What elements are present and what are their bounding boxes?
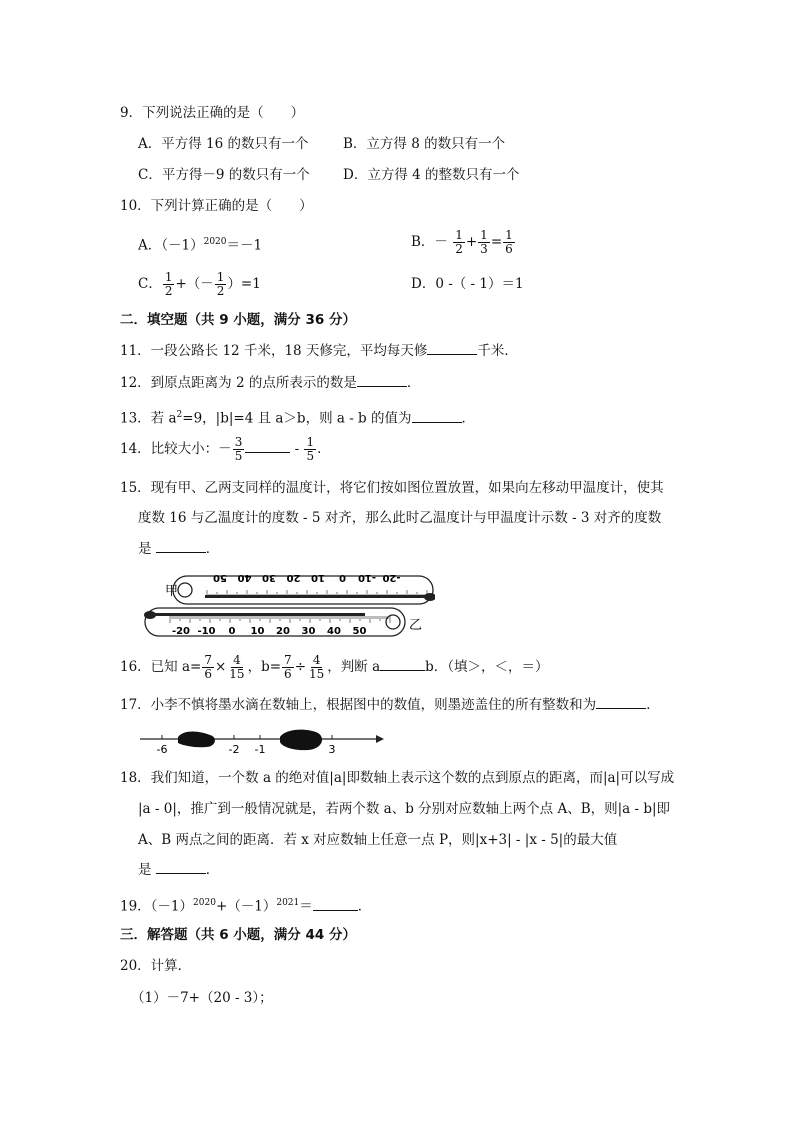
section-2-heading: 二．填空题（共 9 小题，满分 36 分）: [120, 312, 356, 328]
q9-option-a: A．平方得 16 的数只有一个: [138, 136, 309, 152]
q15-line2: 度数 16 与乙温度计的度数 - 5 对齐，那么此时乙温度计与甲温度计示数 - 3 对齐的度数: [138, 510, 662, 526]
yi-tick-label: -10: [197, 626, 216, 637]
q10-stem: 10．下列计算正确的是（ ）: [120, 198, 313, 214]
q14: 14．比较大小：－ $\frac{3}{5}$ - $\frac{1}{5}$ ．: [120, 435, 331, 463]
yi-tick-label: 30: [301, 626, 316, 637]
yi-tick-label: -20: [171, 626, 191, 637]
q10-option-a: A．$(-1)^{2020}=-1$: [138, 237, 263, 254]
number-line-figure: [140, 725, 385, 757]
jia-tick-label: -20: [382, 572, 401, 583]
jia-tick-label: 40: [237, 572, 252, 583]
number-line-label: -6: [156, 743, 168, 756]
jia-tick-label: 10: [311, 572, 325, 583]
thermometer-figure: [135, 571, 435, 641]
q9-option-b: B．立方得 8 的数只有一个: [343, 136, 506, 152]
q15-line1: 15．现有甲、乙两支同样的温度计，将它们按如图位置放置，如果向左移动甲温度计，使其: [120, 480, 664, 496]
number-line-label: 3: [328, 743, 336, 756]
q16: 16．已知 a= $\frac{7}{6}$ × $\frac{4}{15}$ ，b= $\frac{7}{6}$ ÷ $\frac{4}{15}$ ，判断 a b．（填＞，＜，＝）: [120, 653, 549, 681]
q9-option-d: D．立方得 4 的整数只有一个: [343, 167, 520, 183]
yi-tick-label: 50: [352, 626, 367, 637]
q10-option-b: B．－ $\frac{1}{2}$ + $\frac{1}{3}$ = $\frac{1}{6}$: [411, 228, 513, 256]
q13: 13．若 $a^2=9$，|b|=4 且 a＞b，则 a - b 的值为 ．: [120, 410, 475, 427]
number-line-label: -2: [228, 743, 240, 756]
q9-stem: 9．下列说法正确的是（ ）: [120, 105, 305, 121]
q18-line2: |a - 0|，推广到一般情况就是，若两个数 a、b 分别对应数轴上两个点 A、B，则|a - b|即: [138, 801, 671, 817]
section-3-heading: 三．解答题（共 6 小题，满分 44 分）: [120, 927, 356, 943]
ink-blot-left: [178, 732, 215, 748]
ink-blot-right: [280, 730, 322, 751]
jia-tick-label: 30: [262, 572, 276, 583]
yi-tick-label: 40: [327, 626, 341, 637]
q20-part1: （1）－7+（20 - 3）；: [131, 990, 273, 1006]
jia-tick-label: 20: [286, 572, 301, 583]
yi-liquid: [150, 613, 365, 616]
jia-bulb-ring: [178, 583, 192, 597]
yi-tick-label: 0: [228, 626, 236, 637]
q11: 11．一段公路长 12 千米，18 天修完，平均每天修 千米．: [120, 343, 518, 359]
jia-tick-label: 0: [339, 572, 346, 583]
q12: 12．到原点距离为 2 的点所表示的数是 ．: [120, 375, 421, 391]
number-line-arrow: [376, 735, 384, 743]
q10-option-c: C． $\frac{1}{2}$ +（－ $\frac{1}{2}$ ）=1: [138, 270, 261, 298]
q18-line3: A、B 两点之间的距离．若 x 对应数轴上任意一点 P，则|x+3| - |x - 5|的最大值: [138, 832, 618, 848]
q20-stem: 20．计算．: [120, 958, 192, 974]
yi-tick-label: 20: [276, 626, 290, 637]
q10-option-d: D．0 -（ - 1）＝1: [411, 276, 524, 292]
yi-tick-label: 10: [250, 626, 265, 637]
q9-option-c: C．平方得－9 的数只有一个: [138, 167, 310, 183]
q15-line3: 是 ．: [138, 541, 220, 557]
q19: 19．$(-1)^{2020}+(-1)^{2021}=$ ．: [120, 898, 372, 915]
jia-tick-label: -10: [357, 572, 377, 583]
number-line-label: -1: [254, 743, 266, 756]
q18-line1: 18．我们知道，一个数 a 的绝对值|a|即数轴上表示这个数的点到原点的距离，而|a|可以写成: [120, 770, 675, 786]
jia-label: 甲: [165, 584, 179, 599]
yi-label: 乙: [409, 618, 423, 633]
q18-line4: 是 ．: [138, 862, 220, 878]
q17: 17．小李不慎将墨水滴在数轴上，根据图中的数值，则墨迹盖住的所有整数和为 ．: [120, 697, 660, 713]
jia-liquid: [205, 595, 427, 598]
jia-tick-label: 50: [213, 572, 227, 583]
